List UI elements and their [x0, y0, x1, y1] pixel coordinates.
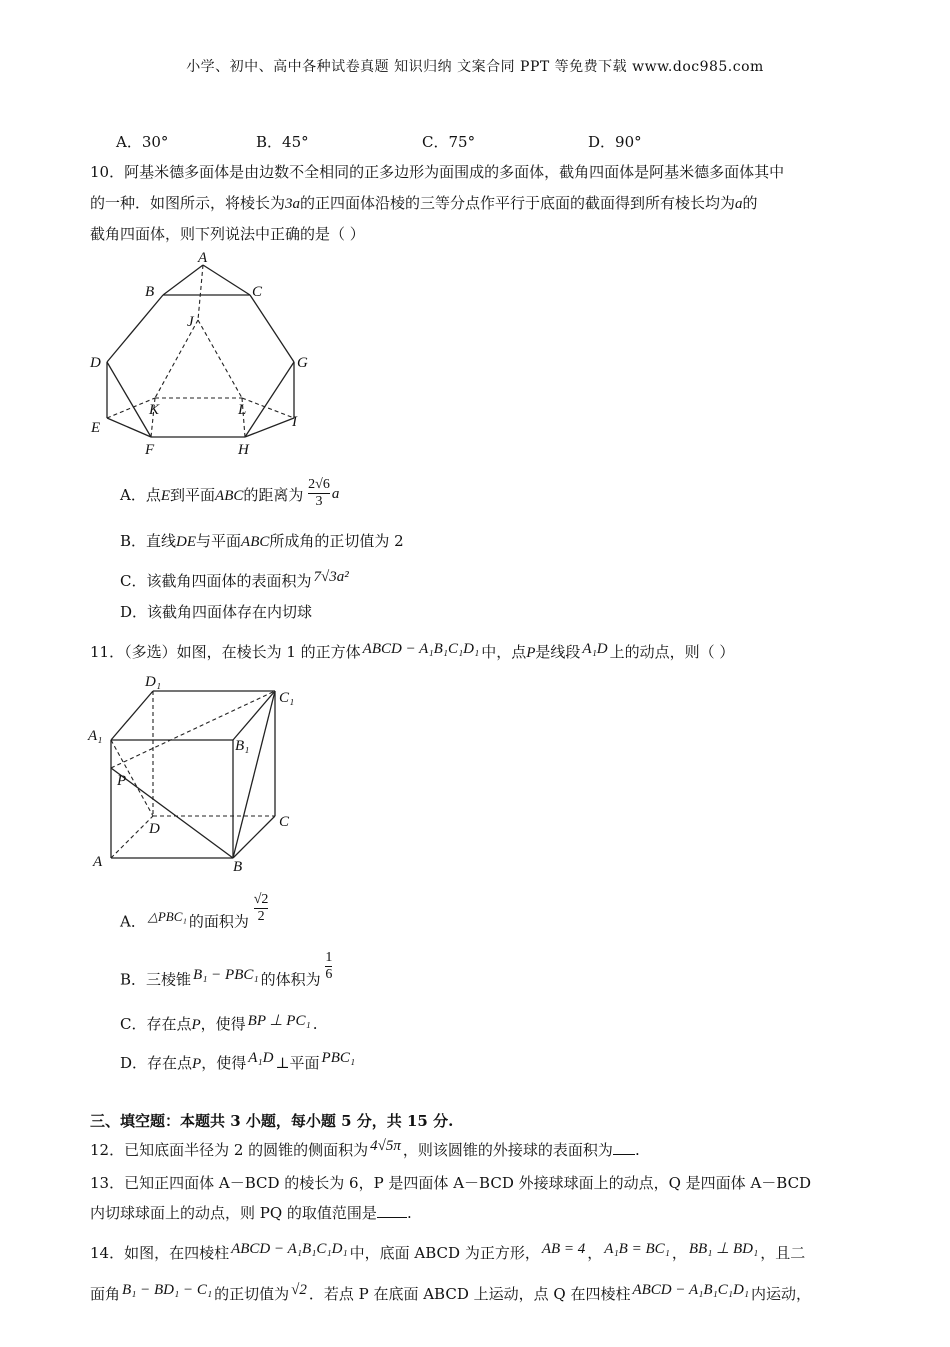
- q12-post: ，则该圆锥的外接球的表面积为: [402, 1141, 613, 1159]
- q13-pre: 内切球球面上的动点，则 PQ 的取值范围是: [90, 1204, 377, 1222]
- fig11-label-b1: B₁: [235, 738, 250, 754]
- q11a-den: 2: [257, 909, 265, 924]
- q10a-pre: A．点: [120, 486, 161, 504]
- q14-prism: ABCD − A₁B₁C₁D₁: [231, 1241, 348, 1257]
- q10-text: 的一种．如图所示，将棱长为: [90, 194, 286, 212]
- q10-line-3: 截角四面体，则下列说法中正确的是（ ）: [90, 225, 365, 243]
- q13-line-2: [90, 1203, 412, 1223]
- q10a-fraction: [308, 477, 330, 510]
- q14-l2-m: B₁ − BD₁ − C₁: [122, 1282, 213, 1298]
- fig11-label-c1: C₁: [279, 690, 295, 706]
- q14-l2-sqrt: √2: [291, 1282, 307, 1298]
- q10-line-1: 10．阿基米德多面体是由边数不全相同的正多边形为面围成的多面体，截角四面体是阿基米德多面体其中: [90, 163, 785, 181]
- fig11-label-a1: A₁: [88, 728, 103, 744]
- q10a-num: 2√6: [308, 477, 330, 492]
- fig10-label-a: A: [198, 250, 208, 266]
- q11a-tri: △PBC₁: [147, 908, 187, 924]
- q10b-post: 所成角的正切值为 2: [269, 532, 404, 550]
- q14-c1: ，: [587, 1244, 603, 1262]
- fig11-label-b: B: [233, 859, 243, 875]
- fig11-label-a: A: [93, 854, 103, 870]
- q10b-mid: 与平面: [196, 532, 242, 550]
- fig10-label-c: C: [252, 284, 263, 300]
- q11d-p: P: [192, 1056, 202, 1072]
- q14-post1: ，且二: [760, 1244, 806, 1262]
- q10-option-a: [120, 477, 340, 522]
- q11c-mid: ，使得: [200, 1015, 246, 1033]
- fig11-label-d: D: [149, 821, 160, 837]
- fig11-label-p: P: [117, 773, 127, 789]
- q10-option-b: [120, 531, 404, 552]
- q11b-fraction: [325, 950, 332, 983]
- q11b-num: 1: [325, 950, 333, 965]
- q10c-math: 7√3a²: [313, 569, 349, 585]
- q11a-num: √2: [253, 892, 269, 907]
- fig10-label-h: H: [238, 442, 249, 458]
- q14-line-1: [90, 1243, 805, 1264]
- q11-mid2: 是线段: [535, 643, 581, 661]
- q10a-post: 的距离为: [243, 486, 304, 504]
- q11-post: 上的动点，则（ ）: [609, 643, 735, 661]
- fig10-label-j: J: [187, 314, 194, 330]
- q14-m1: AB = 4: [541, 1241, 586, 1257]
- fig10-label-i: I: [292, 414, 297, 430]
- section-3-heading: 三、填空题：本题共 3 小题，每小题 5 分，共 15 分.: [90, 1112, 454, 1130]
- q10a-e: E: [160, 488, 171, 504]
- q10a-mid: 到平面: [170, 486, 216, 504]
- page-header: 小学、初中、高中各种试卷真题 知识归纳 文案合同 PPT 等免费下载 www.doc985.com: [186, 59, 764, 75]
- q9-option-d: D．90°: [588, 133, 642, 151]
- cube-figure: [85, 668, 310, 878]
- q11c-math: BP ⊥ PC₁: [247, 1013, 311, 1029]
- q12-end: .: [634, 1141, 640, 1159]
- q10-a: a: [735, 196, 743, 212]
- q9-option-c: C．75°: [422, 133, 476, 151]
- q14-l2-pre: 面角: [90, 1285, 121, 1303]
- q13-answer-blank[interactable]: [377, 1203, 407, 1218]
- q11-option-b: [120, 950, 333, 997]
- fig10-label-k: K: [149, 402, 160, 418]
- q11d-math1: A₁D: [248, 1050, 274, 1066]
- q11d-pre: D．存在点: [120, 1054, 193, 1072]
- q12-answer-blank[interactable]: [613, 1140, 635, 1155]
- q10b-de: DE: [176, 534, 197, 550]
- q12: [90, 1140, 640, 1161]
- q11-option-d: [120, 1050, 357, 1074]
- q10-text-post: 的: [742, 194, 758, 212]
- q11-cube: ABCD − A₁B₁C₁D₁: [362, 641, 480, 657]
- q11b-pre: B．三棱锥: [120, 970, 192, 989]
- fig10-label-b: B: [145, 284, 155, 300]
- q11a-post: 的面积为: [188, 912, 249, 931]
- q11-stem: [90, 642, 734, 663]
- truncated-tetrahedron-figure: [85, 250, 315, 465]
- fig11-label-c: C: [279, 814, 290, 830]
- q11b-den: 6: [325, 967, 333, 982]
- q11a-fraction: [254, 892, 269, 925]
- q14-l2-mid: 的正切值为: [214, 1285, 290, 1303]
- q14-mid1: 中，底面 ABCD 为正方形，: [349, 1244, 540, 1262]
- q14-m2: A₁B = BC₁: [604, 1241, 670, 1257]
- fig10-label-l: L: [238, 402, 247, 418]
- q14-line-2: [90, 1284, 811, 1305]
- q11c-pre: C．存在点: [120, 1015, 192, 1033]
- q11a-pre: A．: [120, 912, 146, 931]
- q10a-a: a: [331, 485, 340, 502]
- fig11-label-d1: D₁: [145, 674, 162, 690]
- q12-math: 4√5π: [370, 1138, 401, 1154]
- q10a-den: 3: [315, 494, 323, 509]
- q11-mid: 中，点: [481, 643, 527, 661]
- q14-c2: ，: [671, 1244, 687, 1262]
- q11c-p: P: [191, 1017, 201, 1033]
- q14-l2-prism: ABCD − A₁B₁C₁D₁: [632, 1282, 750, 1298]
- fig10-label-d: D: [90, 355, 101, 371]
- fig10-label-g: G: [297, 355, 308, 371]
- q13-line-1: 13．已知正四面体 A－BCD 的棱长为 6，P 是四面体 A－BCD 外接球球面上的动点，Q 是四面体 A－BCD: [90, 1174, 812, 1192]
- q11d-math3: PBC₁: [321, 1050, 356, 1066]
- q14-l2-mid2: ．若点 P 在底面 ABCD 上运动，点 Q 在四棱柱: [308, 1285, 631, 1303]
- q10-text-mid: 的正四面体沿棱的三等分点作平行于底面的截面得到所有棱长均为: [300, 194, 736, 212]
- q14-l2-post: 内运动，: [751, 1285, 812, 1303]
- q9-option-a: A．30°: [116, 133, 169, 151]
- q11d-math2: ⊥平面: [275, 1054, 320, 1072]
- fig10-label-e: E: [91, 420, 101, 436]
- q11-option-a: [120, 892, 269, 939]
- q11-p: P: [526, 645, 536, 661]
- q13-end: .: [406, 1204, 412, 1222]
- q11b-post: 的体积为: [260, 970, 321, 989]
- fig10-label-f: F: [145, 442, 155, 458]
- q10b-pre: B．直线: [120, 532, 177, 550]
- q10-option-d: D．该截角四面体存在内切球: [120, 603, 313, 621]
- q10c-pre: C．该截角四面体的表面积为: [120, 572, 312, 590]
- q11d-mid: ，使得: [201, 1054, 247, 1072]
- q10a-abc: ABC: [215, 488, 244, 504]
- q11-pre: 11．（多选）如图，在棱长为 1 的正方体: [90, 643, 361, 661]
- q10b-abc: ABC: [241, 534, 270, 550]
- q10-line-2: [90, 193, 758, 214]
- q9-option-b: B．45°: [256, 133, 309, 151]
- q11-option-c: [120, 1014, 317, 1035]
- q11c-dot: .: [312, 1015, 318, 1033]
- q12-pre: 12．已知底面半径为 2 的圆锥的侧面积为: [90, 1141, 369, 1159]
- q10-3a: 3a: [285, 196, 301, 212]
- q10-option-c: [120, 571, 351, 592]
- q14-pre: 14．如图，在四棱柱: [90, 1244, 230, 1262]
- q11b-math: B₁ − PBC₁: [193, 966, 259, 983]
- q11-seg: A₁D: [582, 641, 608, 657]
- q14-m3: BB₁ ⊥ BD₁: [688, 1241, 759, 1257]
